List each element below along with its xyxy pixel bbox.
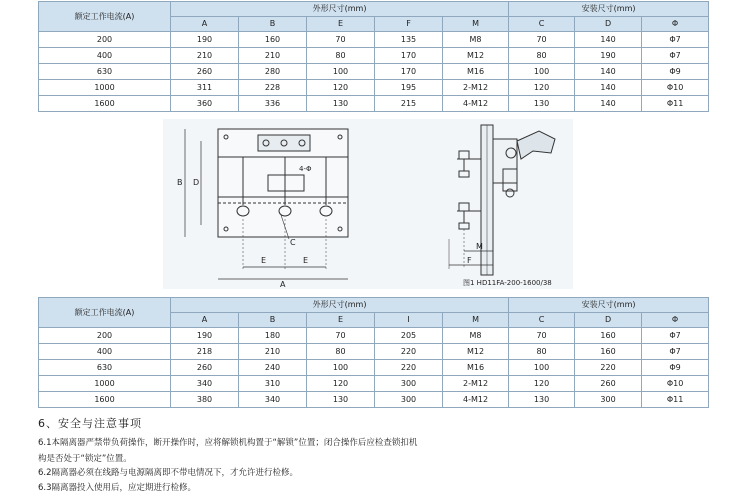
table-cell: 100 [307,360,375,376]
table-cell: 200 [39,32,171,48]
col-header: E [307,313,375,328]
table-row [39,80,709,96]
col-header: M [443,17,509,32]
table-cell: 80 [509,48,575,64]
paragraph-6-1-line-2: 构是否处于“锁定”位置。 [38,454,132,464]
table-cell: 210 [171,48,239,64]
col-header: D [575,17,642,32]
col-header: A [171,17,239,32]
rated-current-header: 额定工作电流(A) [39,2,171,32]
dim-label-holes: 4-Φ [299,165,312,173]
paragraph-6-2: 6.2隔离器必须在线路与电源隔离即不带电情况下，才允许进行检修。 [38,468,299,478]
table-cell: 300 [575,392,642,408]
table-cell: 190 [171,328,239,344]
table-cell: Φ11 [642,392,709,408]
table-cell: M12 [443,344,509,360]
table-cell: Φ10 [642,80,709,96]
table-cell: 300 [375,376,443,392]
table-cell: Φ7 [642,32,709,48]
table-cell: 1000 [39,80,171,96]
table-cell: 260 [171,360,239,376]
table-row [39,64,709,80]
paragraph-6-3: 6.3隔离器投入使用后，应定期进行检修。 [38,483,197,493]
table-cell: 100 [307,64,375,80]
table-cell: 180 [239,328,307,344]
table-cell: M16 [443,360,509,376]
table-cell: 190 [171,32,239,48]
dim-label-e2: E [303,256,309,265]
table-cell: 205 [375,328,443,344]
table-cell: 340 [171,376,239,392]
table-cell: 2-M12 [443,376,509,392]
table-cell: 130 [307,96,375,112]
table-cell: 130 [307,392,375,408]
outer-dims-header: 外形尺寸(mm) [171,2,509,17]
table-cell: 310 [239,376,307,392]
table-cell: 120 [307,80,375,96]
table-cell: 630 [39,360,171,376]
table-cell: 130 [509,96,575,112]
table-cell: 100 [509,64,575,80]
front-view [185,129,348,279]
col-header: A [171,313,239,328]
table-cell: 70 [509,32,575,48]
table-row [39,360,709,376]
table-row [39,392,709,408]
col-header: Φ [642,17,709,32]
table-cell: 120 [307,376,375,392]
table-cell: 190 [575,48,642,64]
table-row [39,328,709,344]
dimension-drawing [163,119,573,289]
table-cell: 1000 [39,376,171,392]
dim-label-m: M [476,242,483,251]
table-cell: 240 [239,360,307,376]
table-cell: 400 [39,48,171,64]
table-cell: 260 [575,376,642,392]
col-header: Φ [642,313,709,328]
table-cell: 140 [575,32,642,48]
table-cell: 220 [375,344,443,360]
table-cell: M12 [443,48,509,64]
table-cell: Φ10 [642,376,709,392]
table-cell: 120 [509,376,575,392]
table-cell: 215 [375,96,443,112]
spec-table-1 [38,1,709,112]
table-cell: 195 [375,80,443,96]
figure-caption: 图1 HD11FA-200-1600/38 [463,279,552,287]
table-cell: Φ9 [642,64,709,80]
table-cell: Φ7 [642,48,709,64]
table-cell: Φ11 [642,96,709,112]
col-header: B [239,313,307,328]
side-view [449,125,555,275]
table-cell: 2-M12 [443,80,509,96]
paragraph-6-1-line-1: 6.1本隔离器严禁带负荷操作，断开操作时，应将解锁机构置于“解锁”位置；闭合操作后应检查锁扣机 [38,438,418,448]
table-cell: 220 [575,360,642,376]
install-dims-header: 安装尺寸(mm) [509,298,709,313]
outer-dims-header: 外形尺寸(mm) [171,298,509,313]
table-cell: 218 [171,344,239,360]
table-cell: 140 [575,96,642,112]
table-cell: 80 [307,344,375,360]
table-row [39,96,709,112]
dim-label-b: B [177,178,183,187]
table-cell: 140 [575,64,642,80]
dim-label-d: D [193,178,200,187]
table-cell: 130 [509,392,575,408]
table-cell: 160 [239,32,307,48]
table-cell: 336 [239,96,307,112]
col-header: C [509,17,575,32]
dim-label-a: A [280,280,286,289]
col-header: M [443,313,509,328]
dim-label-e1: E [261,256,267,265]
table-cell: 135 [375,32,443,48]
table-cell: 140 [575,80,642,96]
table-row [39,48,709,64]
table-cell: 220 [375,360,443,376]
table-cell: 120 [509,80,575,96]
table-cell: 210 [239,48,307,64]
table-cell: 360 [171,96,239,112]
table-cell: M8 [443,328,509,344]
col-header: I [375,313,443,328]
col-header: E [307,17,375,32]
install-dims-header: 安装尺寸(mm) [509,2,709,17]
drawing-svg [163,119,573,289]
table-cell: 70 [509,328,575,344]
dim-label-f: F [467,256,472,265]
dim-label-c: C [290,238,296,247]
table-cell: 380 [171,392,239,408]
table-row [39,32,709,48]
table-cell: 70 [307,32,375,48]
table-cell: 228 [239,80,307,96]
table-cell: 170 [375,48,443,64]
table-cell: Φ7 [642,328,709,344]
table-cell: 280 [239,64,307,80]
table-cell: Φ9 [642,360,709,376]
table-cell: 100 [509,360,575,376]
table-cell: 210 [239,344,307,360]
table-cell: M16 [443,64,509,80]
table-cell: 160 [575,344,642,360]
col-header: C [509,313,575,328]
spec-table-2 [38,297,709,408]
table-cell: 80 [509,344,575,360]
table-cell: 1600 [39,96,171,112]
table-row [39,344,709,360]
table-cell: 630 [39,64,171,80]
table-cell: 400 [39,344,171,360]
table-cell: 300 [375,392,443,408]
table-cell: 4-M12 [443,96,509,112]
table-cell: 200 [39,328,171,344]
rated-current-header: 额定工作电流(A) [39,298,171,328]
col-header: F [375,17,443,32]
table-cell: 160 [575,328,642,344]
table-cell: 170 [375,64,443,80]
section-title: 6、安全与注意事项 [38,417,142,430]
table-row [39,376,709,392]
table-cell: 80 [307,48,375,64]
col-header: D [575,313,642,328]
table-cell: 70 [307,328,375,344]
col-header: B [239,17,307,32]
table-cell: 4-M12 [443,392,509,408]
table-cell: 1600 [39,392,171,408]
table-cell: 260 [171,64,239,80]
table-cell: 311 [171,80,239,96]
table-cell: M8 [443,32,509,48]
table-cell: Φ7 [642,344,709,360]
table-cell: 340 [239,392,307,408]
